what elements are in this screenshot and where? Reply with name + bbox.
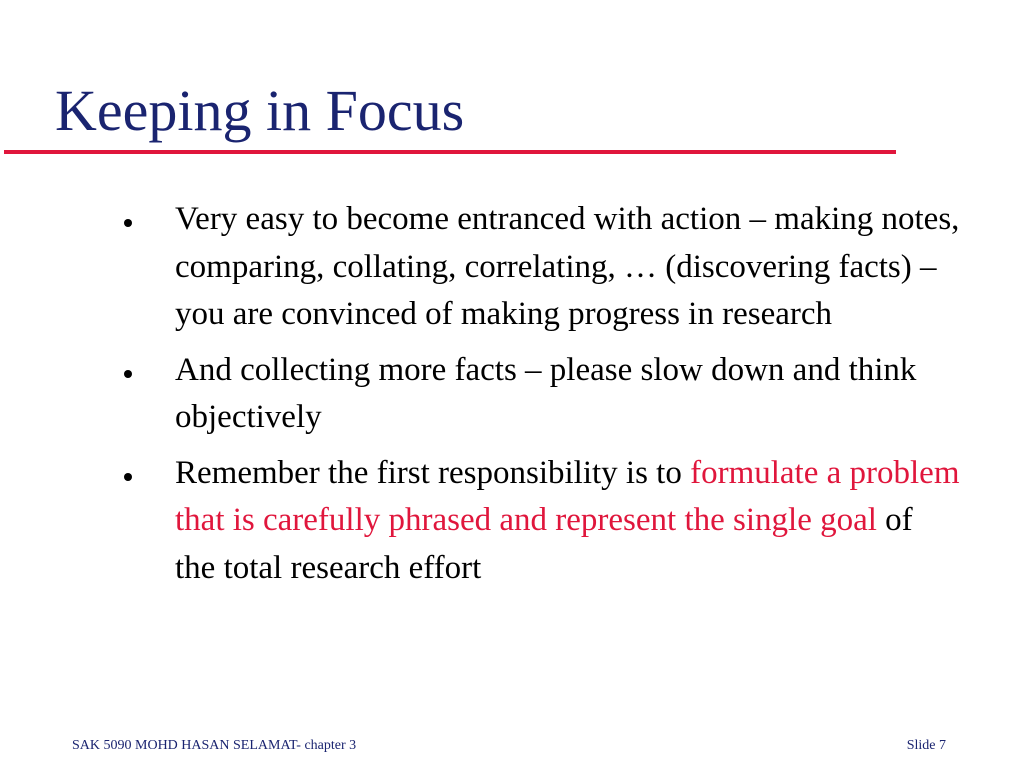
bullet-item <box>120 450 960 593</box>
slide-title: Keeping in Focus <box>55 78 465 143</box>
bullet-dot-icon <box>124 219 132 227</box>
bullet-text: Very easy to become entranced with action – making notes, comparing, collating, correlating, … (discovering facts) – you are convinced of making progress in research <box>175 201 960 332</box>
title-underline <box>4 150 896 154</box>
bullet-item <box>120 347 960 442</box>
bullet-text: And collecting more facts – please slow down and think objectively <box>175 351 917 435</box>
bullet-highlight: formulate a problem that is carefully phrased and represent the single goal <box>175 454 960 538</box>
bullet-item <box>120 196 960 339</box>
bullet-list <box>120 196 960 600</box>
bullet-dot-icon <box>124 473 132 481</box>
footer-slide-number: Slide 7 <box>906 738 946 753</box>
bullet-text-after: of the total research effort <box>175 502 913 586</box>
bullet-dot-icon <box>124 370 132 378</box>
footer-course-label: SAK 5090 MOHD HASAN SELAMAT- chapter 3 <box>72 738 357 753</box>
bullet-text-before: Remember the first responsibility is to <box>175 454 691 491</box>
